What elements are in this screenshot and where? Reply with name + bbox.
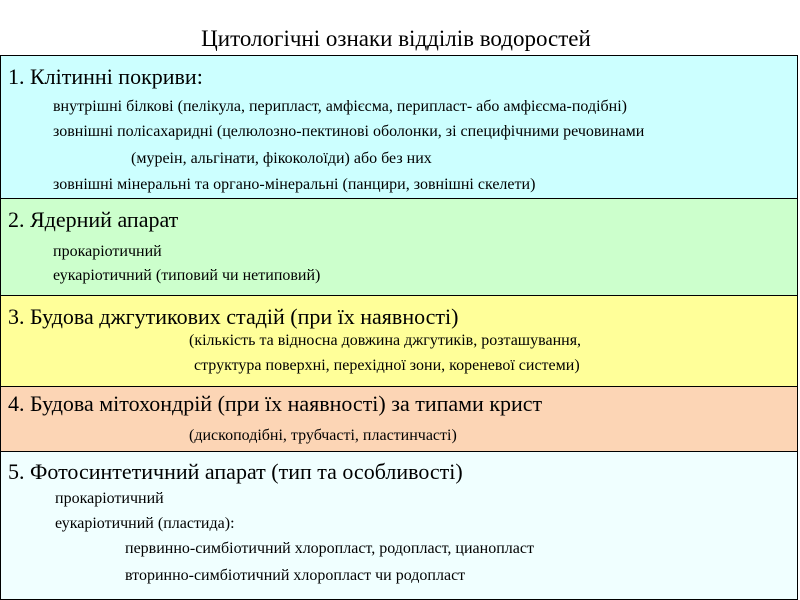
section-line: структура поверхні, перехідної зони, кореневої системи) <box>194 357 580 374</box>
section-heading: 5. Фотосинтетичний апарат (тип та особливості) <box>8 459 463 484</box>
section-heading: 2. Ядерний апарат <box>8 207 179 232</box>
section-heading: 4. Будова мітохондрій (при їх наявності) за типами крист <box>8 391 543 416</box>
section-line: вторинно-симбіотичний хлоропласт чи родопласт <box>125 567 466 584</box>
section-line: (муреін, альгінати, фікоколоїди) або без них <box>131 150 432 167</box>
section-mitochondria <box>0 386 798 452</box>
section-line: прокаріотичний <box>53 243 162 260</box>
section-line: еукаріотичний (типовий чи нетиповий) <box>53 267 321 284</box>
section-heading: 3. Будова джгутикових стадій (при їх наявності) <box>8 304 459 329</box>
section-nuclear-apparatus <box>0 198 798 296</box>
section-line: (дископодібні, трубчасті, пластинчасті) <box>189 427 457 444</box>
section-flagellar-stages <box>0 295 798 387</box>
section-line: первинно-симбіотичний хлоропласт, родопласт, цианопласт <box>125 540 534 557</box>
section-heading: 1. Клітинні покриви: <box>8 64 203 89</box>
section-line: еукаріотичний (пластида): <box>55 515 235 532</box>
section-line: прокаріотичний <box>55 490 164 507</box>
section-cell-coverings <box>0 55 798 199</box>
section-line: зовнішні полісахаридні (целюлозно-пектинові оболонки, зі специфічними речовинами <box>53 123 645 140</box>
section-line: зовнішні мінеральні та органо-мінеральні (панцири, зовнішні скелети) <box>53 176 536 193</box>
section-photosynthetic-apparatus <box>0 451 798 600</box>
section-line: внутрішні білкові (пелікула, перипласт, амфієсма, перипласт- або амфієсма-подібні) <box>53 98 628 115</box>
slide-title: Цитологічні ознаки відділів водоростей <box>201 26 591 51</box>
section-line: (кількість та відносна довжина джгутиків, розташування, <box>189 332 582 349</box>
